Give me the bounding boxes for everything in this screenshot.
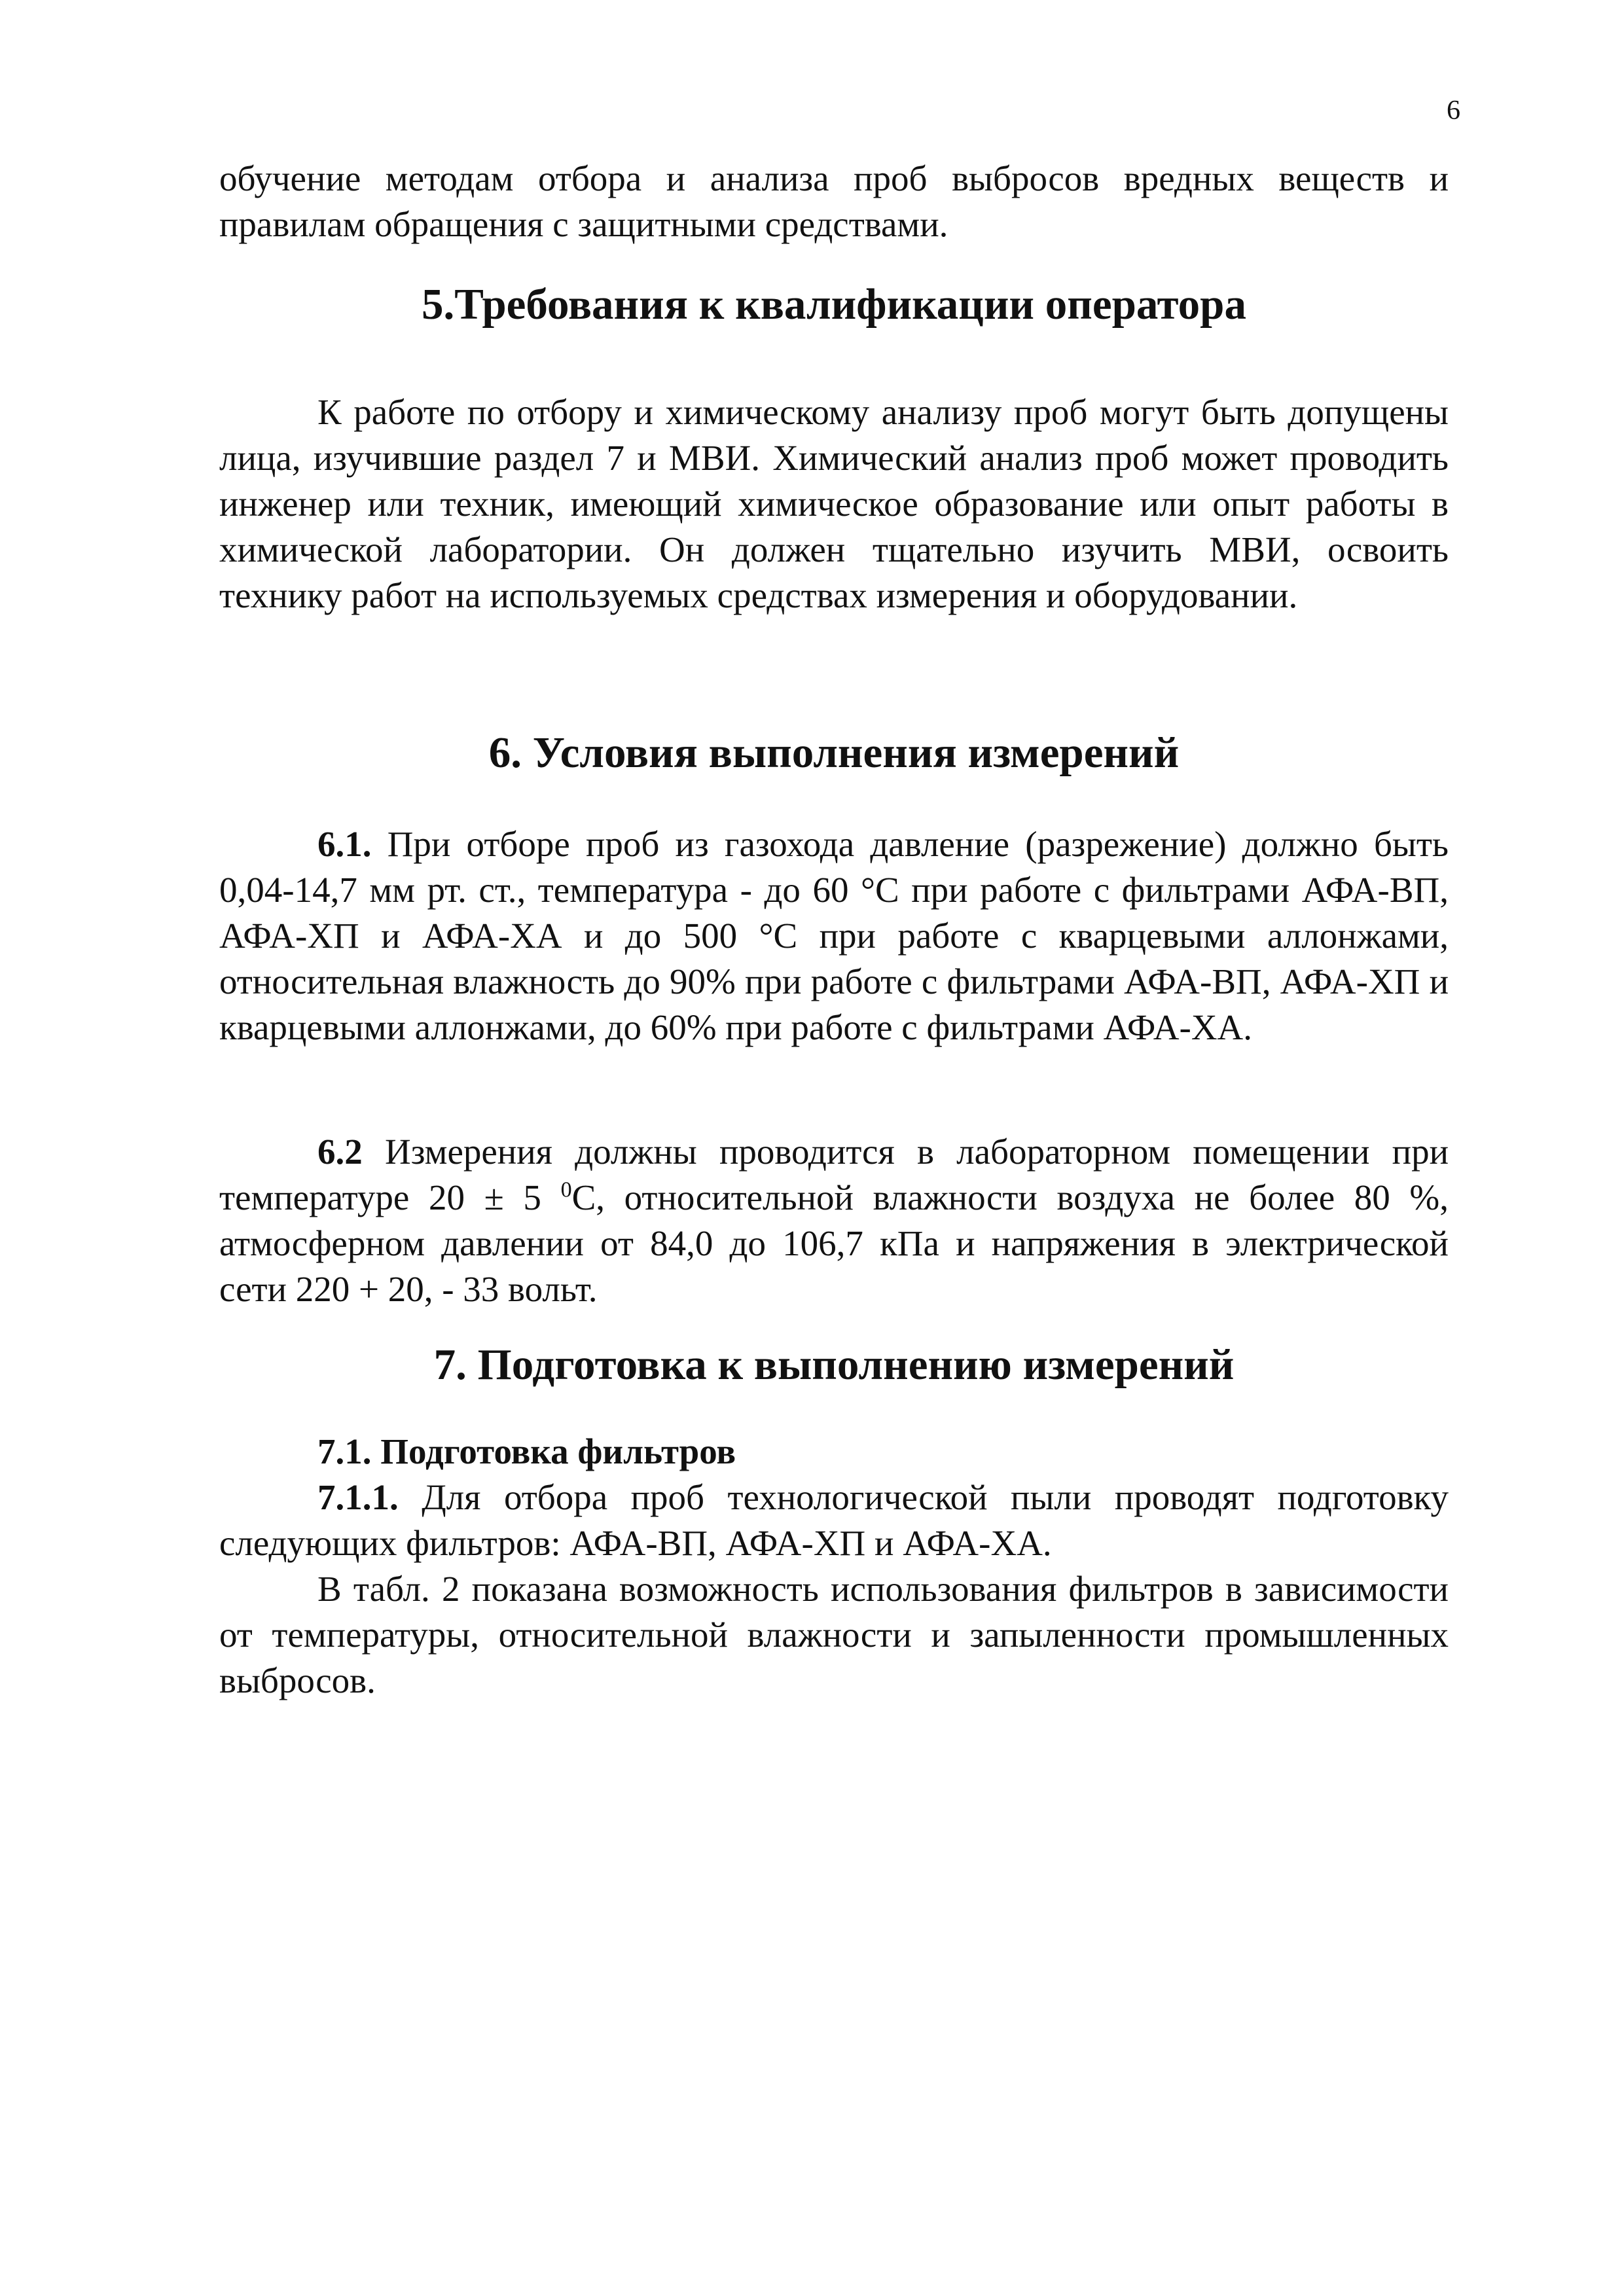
section-5-title: 5.Требования к квалификации оператора bbox=[422, 280, 1246, 329]
section-7-body bbox=[219, 1429, 1449, 1704]
section-5-paragraph: К работе по отбору и химическому анализу проб могут быть допущены лица, изучившие раздел 7 и МВИ. Химический анализ проб может проводить инженер или техник, имеющий химическое образование или опыт работы в химической лаборатории. Он должен тщательно изучить МВИ, освоить технику работ на используемых средствах измерения и оборудовании. bbox=[219, 392, 1449, 615]
clause-6-2-number: 6.2 bbox=[317, 1132, 363, 1172]
section-6-paragraph-1 bbox=[219, 821, 1449, 1050]
section-5-body bbox=[219, 389, 1449, 619]
degree-superscript: 0 bbox=[560, 1177, 572, 1202]
clause-7-1-1-text: Для отбора проб технологической пыли проводят подготовку следующих фильтров: АФА-ВП, АФА-ХП и АФА-ХА. bbox=[219, 1477, 1449, 1563]
clause-6-1-text: При отборе проб из газохода давление (разрежение) должно быть 0,04-14,7 мм рт. ст., температура - до 60 °С при работе с фильтрами АФА-ВП, АФА-ХП и АФА-ХА и до 500 °С при работе с кварцевыми аллонжами, относительная влажность до 90% при работе с фильтрами АФА-ВП, АФА-ХП и кварцевыми аллонжами, до 60% при работе с фильтрами АФА-ХА. bbox=[219, 824, 1449, 1047]
clause-7-1-1-number: 7.1.1. bbox=[317, 1477, 399, 1517]
intro-text: обучение методам отбора и анализа проб выбросов вредных веществ и правилам обращения с защитными средствами. bbox=[219, 158, 1449, 244]
clause-6-2-text-b: С, относительной влажности воздуха не более 80 %, атмосферном давлении от 84,0 до 106,7 кПа и напряжения в электрической сети 220 + 20, - 33 вольт. bbox=[219, 1177, 1449, 1309]
clause-6-1-number: 6.1. bbox=[317, 824, 372, 864]
section-6-paragraph-2 bbox=[219, 1129, 1449, 1312]
page-number: 6 bbox=[1447, 96, 1460, 126]
clause-6-2-text-a: Измерения должны проводится в лабораторном помещении при температуре 20 ± 5 bbox=[219, 1132, 1449, 1217]
section-7-title: 7. Подготовка к выполнению измерений bbox=[433, 1340, 1235, 1389]
subsection-7-1-title: 7.1. Подготовка фильтров bbox=[317, 1431, 736, 1471]
table-2-reference-paragraph: В табл. 2 показана возможность использования фильтров в зависимости от температуры, относительной влажности и запыленности промышленных выбросов. bbox=[219, 1569, 1449, 1700]
section-6-title: 6. Условия выполнения измерений bbox=[488, 728, 1180, 777]
intro-paragraph bbox=[219, 156, 1449, 247]
